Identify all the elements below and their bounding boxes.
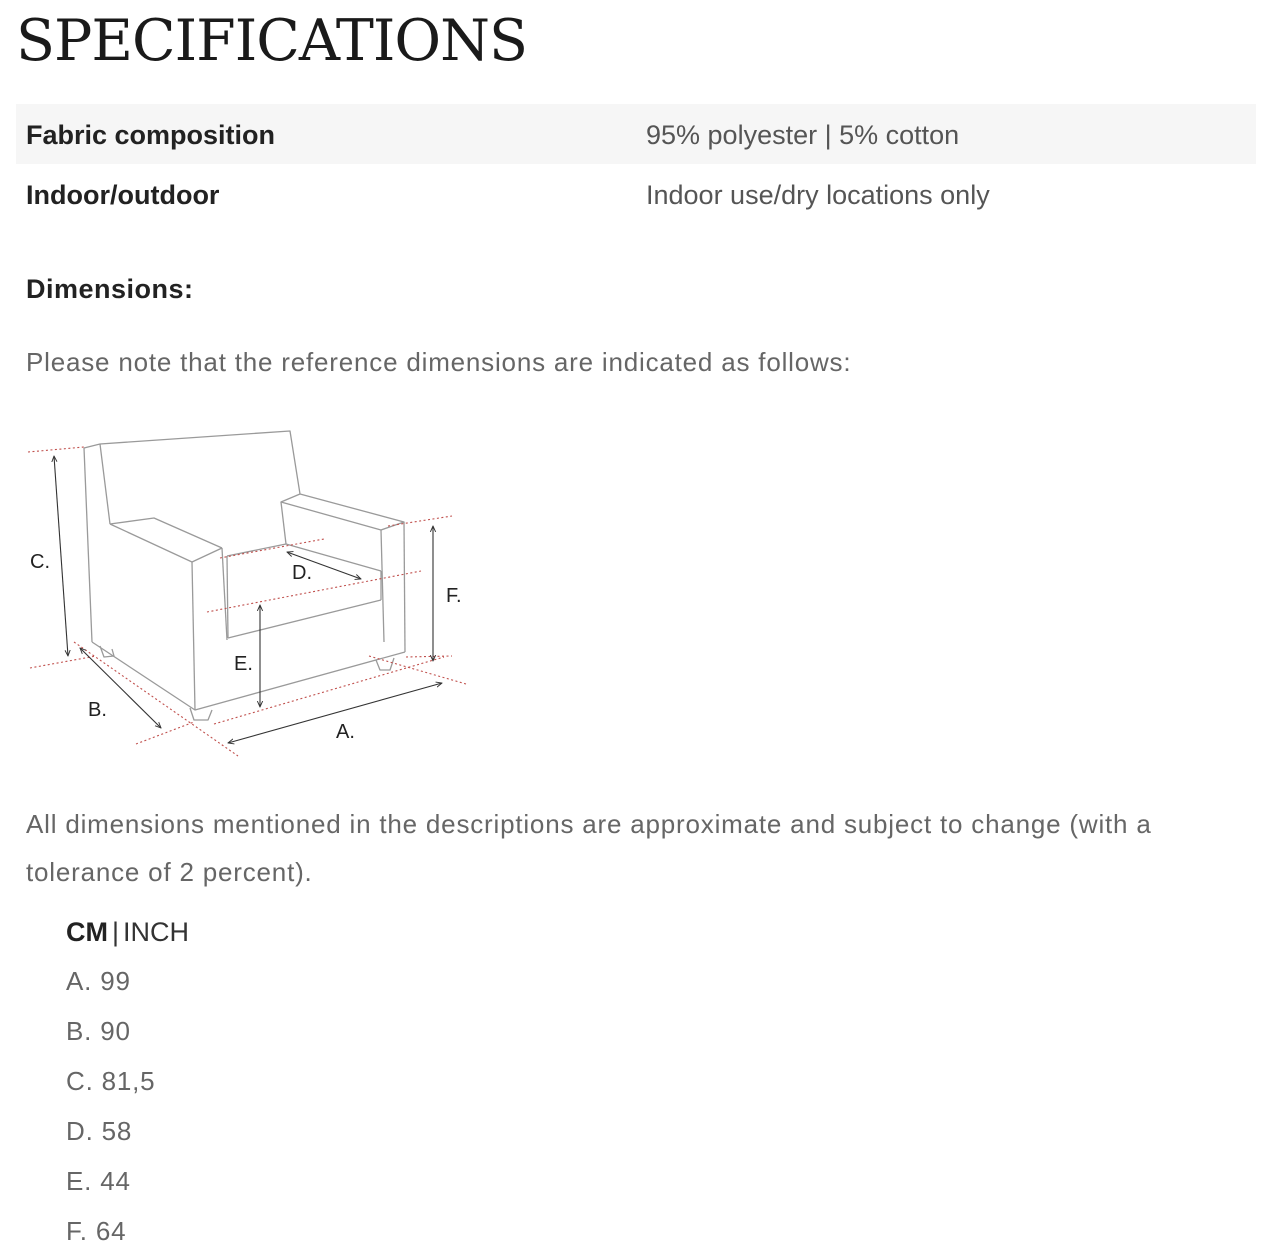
spec-row-fabric-composition — [16, 104, 1256, 164]
dimension-label-c: C. — [30, 551, 50, 573]
dimension-item-f: F. 64 — [66, 1216, 127, 1246]
reference-note: Please note that the reference dimensions are indicated as follows: — [26, 347, 852, 377]
tolerance-disclaimer: All dimensions mentioned in the descriptions are approximate and subject to change (with a tolerance of 2 percent). — [26, 809, 1152, 887]
armchair-dimensions-diagram — [24, 420, 474, 765]
unit-cm-toggle[interactable]: CM — [66, 917, 108, 947]
dimension-item-b: B. 90 — [66, 1016, 131, 1046]
dimension-label-e: E. — [234, 653, 253, 675]
armchair-outline — [84, 431, 405, 720]
dimension-item-c: C. 81,5 — [66, 1066, 156, 1096]
spec-row-indoor-outdoor — [16, 164, 1256, 224]
dimension-item-d: D. 58 — [66, 1116, 133, 1146]
unit-separator: | — [112, 917, 120, 947]
dimension-label-d: D. — [292, 562, 312, 584]
dimensions-list — [66, 960, 155, 1260]
page-title: SPECIFICATIONS — [16, 8, 528, 74]
dimension-arrows — [54, 456, 442, 743]
dimension-label-f: F. — [446, 585, 462, 607]
spec-value: 95% polyester | 5% cotton — [646, 120, 960, 150]
dimension-label-b: B. — [88, 699, 107, 721]
spec-label: Fabric composition — [26, 120, 276, 150]
unit-inch-toggle[interactable]: INCH — [123, 917, 190, 947]
dimension-item-a: A. 99 — [66, 966, 131, 996]
spec-label: Indoor/outdoor — [26, 180, 220, 210]
unit-switcher — [66, 917, 189, 948]
dimension-arrow-c — [54, 456, 68, 656]
specs-table — [16, 104, 1256, 224]
dimensions-heading: Dimensions: — [26, 274, 194, 304]
dimension-label-a: A. — [336, 721, 355, 743]
dimension-item-e: E. 44 — [66, 1166, 131, 1196]
spec-value: Indoor use/dry locations only — [646, 180, 990, 210]
